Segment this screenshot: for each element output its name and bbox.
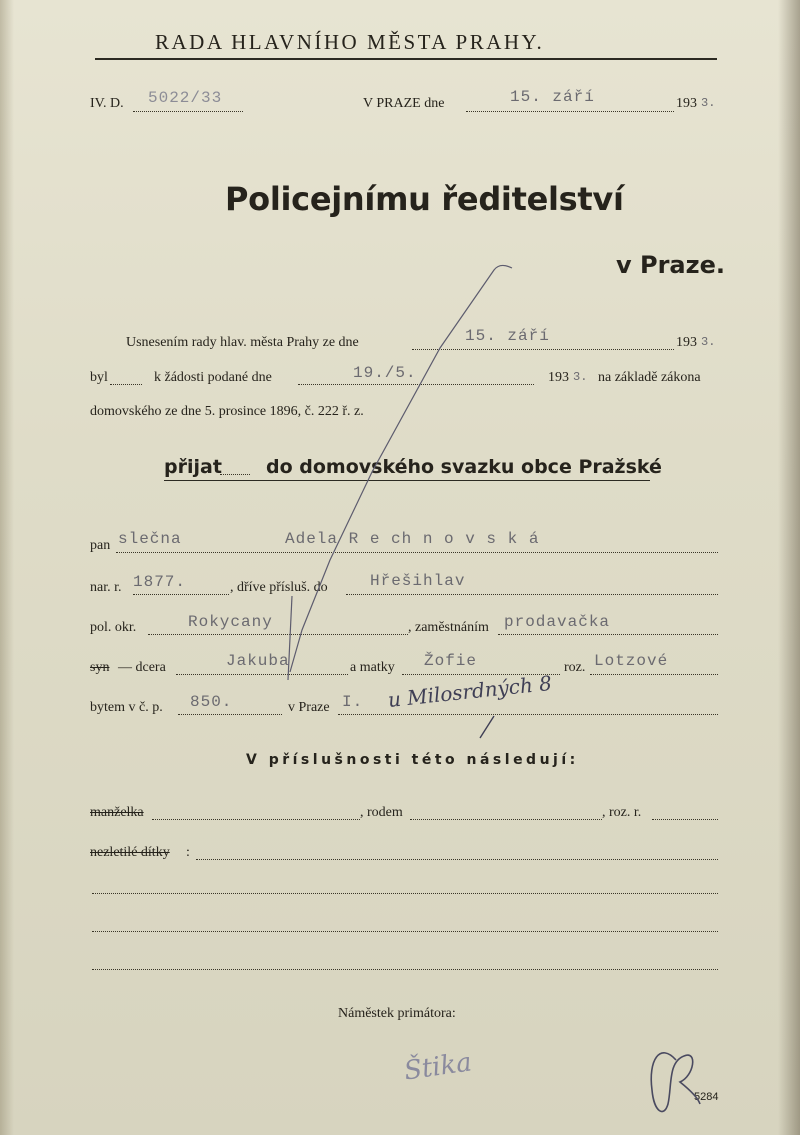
district-label: pol. okr. bbox=[90, 620, 137, 635]
residence-label: bytem v č. p. bbox=[90, 700, 163, 715]
gender-dots bbox=[110, 384, 142, 385]
addressee-city: v Praze. bbox=[616, 251, 725, 279]
prague-label: v Praze bbox=[288, 700, 330, 715]
mother-value: Žofie bbox=[424, 652, 478, 670]
street-dots bbox=[338, 714, 718, 715]
born-year-label: , roz. r. bbox=[602, 805, 642, 820]
resolution-date-dots bbox=[412, 349, 674, 350]
children-dots-4 bbox=[92, 969, 718, 970]
place-date-label: V PRAZE dne bbox=[363, 96, 445, 111]
formerly-value: Hřešihlav bbox=[370, 572, 466, 590]
formerly-label: , dříve přísluš. do bbox=[230, 580, 328, 595]
header-rule bbox=[95, 58, 717, 60]
request-year: 193 bbox=[548, 370, 569, 385]
signature-handwritten: Štika bbox=[402, 1047, 474, 1087]
name-value: Adela R e ch n o v s k á bbox=[285, 530, 540, 548]
signature-label: Náměstek primátora: bbox=[338, 1006, 456, 1021]
stamp-number: 5284 bbox=[694, 1091, 719, 1103]
district-number: I. bbox=[342, 693, 364, 711]
accepted-underline bbox=[164, 480, 650, 481]
district-value: Rokycany bbox=[188, 613, 273, 631]
initial-flourish bbox=[651, 1053, 700, 1112]
accepted-word: přijat bbox=[164, 456, 222, 478]
son-label: syn bbox=[90, 660, 110, 675]
born-year-dots bbox=[652, 819, 718, 820]
accepted-rest: do domovského svazku obce Pražské bbox=[266, 456, 662, 478]
resolution-line2-tail: na základě zákona bbox=[598, 370, 701, 385]
ref-dots bbox=[133, 111, 243, 112]
house-number: 850. bbox=[190, 693, 233, 711]
street-underline-stroke bbox=[480, 716, 494, 738]
spouse-label: manželka bbox=[90, 805, 144, 820]
resolution-year-suffix: 3. bbox=[701, 335, 716, 349]
district-dots bbox=[148, 634, 408, 635]
paper-edge-right bbox=[778, 0, 800, 1135]
resolution-line3: domovského ze dne 5. prosince 1896, č. 222 ř. z. bbox=[90, 404, 364, 419]
born-dots bbox=[410, 819, 602, 820]
title-value: slečna bbox=[118, 530, 182, 548]
job-label: , zaměstnáním bbox=[408, 620, 489, 635]
date-dots bbox=[466, 111, 674, 112]
house-dots bbox=[178, 714, 282, 715]
birth-year: 1877. bbox=[133, 573, 187, 591]
born-label: , rodem bbox=[360, 805, 403, 820]
resolution-line2-label: k žádosti podané dne bbox=[154, 370, 272, 385]
resolution-line1: Usnesením rady hlav. města Prahy ze dne bbox=[126, 335, 359, 350]
job-value: prodavačka bbox=[504, 613, 611, 631]
accepted-suffix-dots bbox=[220, 474, 250, 475]
request-date: 19./5. bbox=[353, 364, 417, 382]
birth-label: nar. r. bbox=[90, 580, 122, 595]
dependents-heading: V příslušnosti této následují: bbox=[246, 752, 579, 768]
addressee-title: Policejnímu ředitelství bbox=[225, 180, 624, 218]
maiden-label: roz. bbox=[564, 660, 586, 675]
children-dots-2 bbox=[92, 893, 718, 894]
header-year-suffix: 3. bbox=[701, 96, 716, 110]
resolution-date: 15. září bbox=[465, 327, 550, 345]
council-name: RADA HLAVNÍHO MĚSTA PRAHY. bbox=[155, 30, 545, 54]
job-dots bbox=[498, 634, 718, 635]
maiden-value: Lotzové bbox=[594, 652, 669, 670]
daughter-label: — dcera bbox=[118, 660, 166, 675]
father-value: Jakuba bbox=[226, 652, 290, 670]
header-year-prefix: 193 bbox=[676, 96, 697, 111]
header-date: 15. září bbox=[510, 88, 595, 106]
request-year-suffix: 3. bbox=[573, 370, 588, 384]
ref-number: 5022/33 bbox=[148, 89, 223, 107]
birth-dots bbox=[133, 594, 229, 595]
request-date-dots bbox=[298, 384, 534, 385]
children-dots-3 bbox=[92, 931, 718, 932]
pan-label: pan bbox=[90, 538, 111, 553]
children-colon: : bbox=[186, 845, 190, 860]
children-dots-1 bbox=[196, 859, 718, 860]
maiden-dots bbox=[590, 674, 718, 675]
mother-label: a matky bbox=[350, 660, 395, 675]
resolution-year-prefix: 193 bbox=[676, 335, 697, 350]
formerly-dots bbox=[346, 594, 718, 595]
children-label: nezletilé dítky bbox=[90, 845, 170, 860]
spouse-dots bbox=[152, 819, 360, 820]
resolution-line2-prefix: byl bbox=[90, 370, 108, 385]
paper-edge-left bbox=[0, 0, 14, 1135]
street-handwritten: u Milosrdných 8 bbox=[386, 670, 553, 712]
name-dots bbox=[116, 552, 718, 553]
father-dots bbox=[176, 674, 348, 675]
ref-label: IV. D. bbox=[90, 96, 124, 111]
